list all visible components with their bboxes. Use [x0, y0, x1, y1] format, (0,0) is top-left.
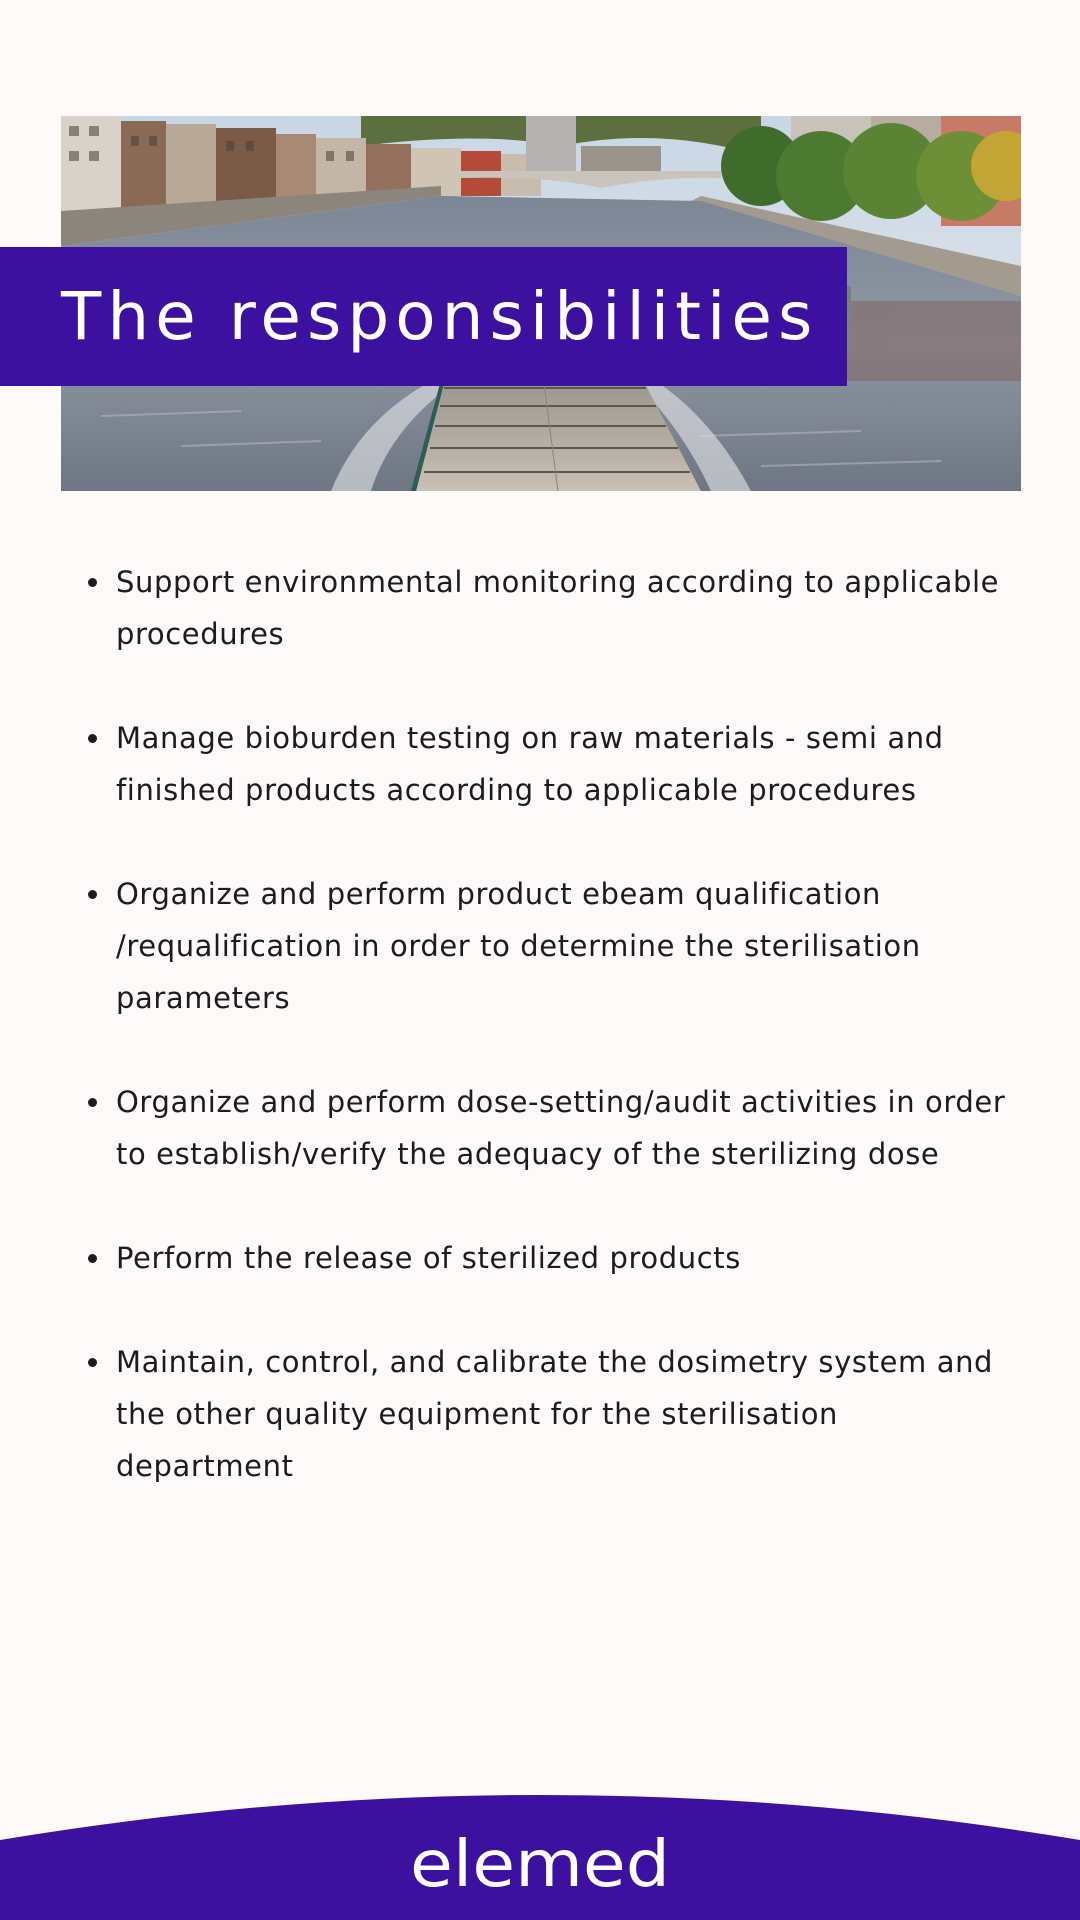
- list-item-text: Organize and perform dose-setting/audit activities in order to establish/verify the adequacy of the sterilizing dose: [116, 1085, 1006, 1171]
- page-title: The responsibilities: [61, 277, 819, 355]
- title-banner: [0, 247, 847, 386]
- list-item-text: Maintain, control, and calibrate the dosimetry system and the other quality equipment for the sterilisation department: [116, 1345, 994, 1483]
- elemed-logo: [0, 1822, 1080, 1906]
- list-item: [88, 712, 1018, 816]
- bullet-icon: [88, 1098, 97, 1107]
- list-item: [88, 868, 1018, 1024]
- list-item-text: Perform the release of sterilized products: [116, 1241, 741, 1275]
- list-item: [88, 1232, 1018, 1284]
- list-item-text: Support environmental monitoring according to applicable procedures: [116, 565, 1000, 651]
- list-item: [88, 1336, 1018, 1492]
- list-item: [88, 556, 1018, 660]
- elemed-logo-icon: [410, 1822, 670, 1902]
- list-item-text: Manage bioburden testing on raw materials - semi and finished products according to applicable procedures: [116, 721, 944, 807]
- list-item: [88, 1076, 1018, 1180]
- bullet-icon: [88, 1254, 97, 1263]
- bullet-icon: [88, 1358, 97, 1367]
- bullet-icon: [88, 734, 97, 743]
- responsibilities-list: [88, 556, 1018, 1544]
- bullet-icon: [88, 890, 97, 899]
- logo-text: elemed: [410, 1828, 670, 1902]
- list-item-text: Organize and perform product ebeam qualification /requalification in order to determine the sterilisation parameters: [116, 877, 921, 1015]
- bullet-icon: [88, 578, 97, 587]
